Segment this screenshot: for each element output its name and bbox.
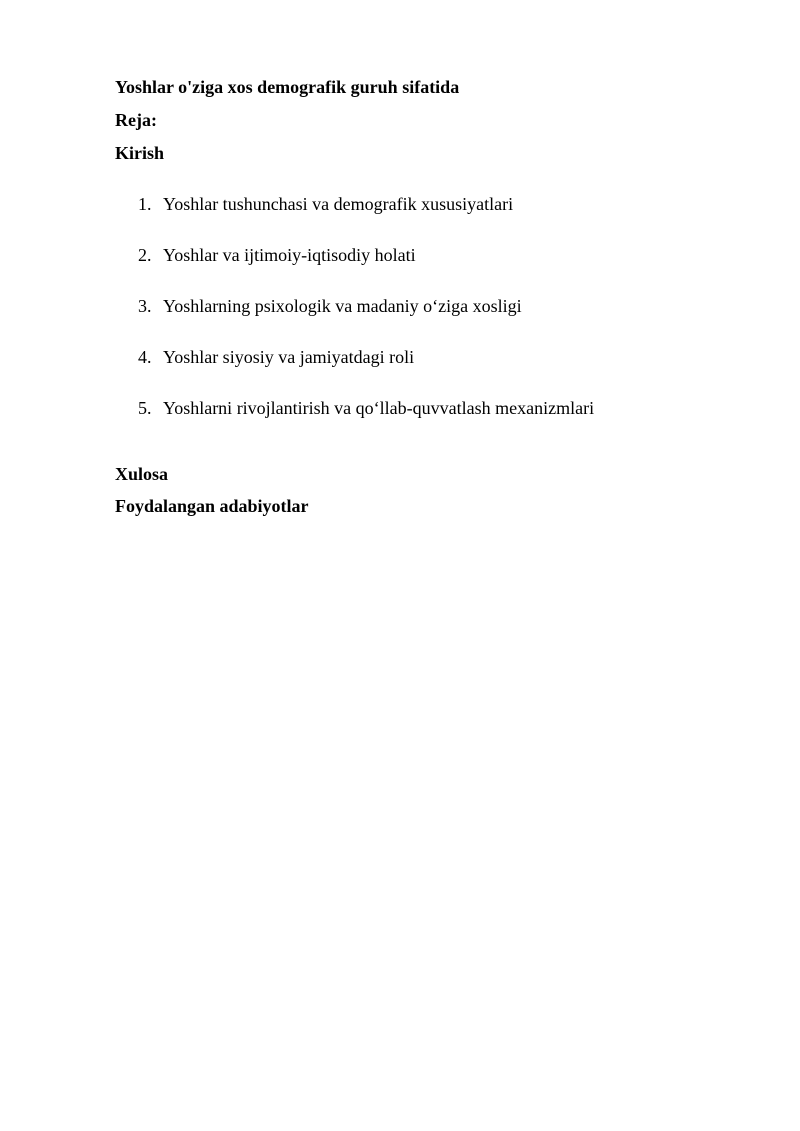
plan-item-text: Yoshlar siyosiy va jamiyatdagi roli: [163, 347, 415, 367]
plan-item-2: [138, 244, 416, 266]
plan-item-text: Yoshlar tushunchasi va demografik xususiyatlari: [163, 194, 514, 214]
conclusion-heading: Xulosa: [115, 464, 169, 484]
plan-item-text: Yoshlar va ijtimoiy-iqtisodiy holati: [163, 245, 416, 265]
intro-heading: Kirish: [115, 143, 165, 163]
plan-item-number: 1.: [138, 194, 152, 214]
plan-item-4: [138, 346, 414, 368]
plan-item-text: Yoshlarni rivojlantirish va qo‘llab-quvvatlash mexanizmlari: [163, 398, 595, 418]
plan-item-3: [138, 295, 522, 317]
plan-label: Reja:: [115, 110, 157, 130]
references-heading: Foydalangan adabiyotlar: [115, 496, 309, 516]
plan-item-1: [138, 193, 513, 215]
plan-item-number: 5.: [138, 398, 152, 418]
plan-item-number: 2.: [138, 245, 152, 265]
plan-item-text: Yoshlarning psixologik va madaniy o‘ziga xosligi: [163, 296, 522, 316]
plan-item-number: 3.: [138, 296, 152, 316]
plan-item-5: [138, 397, 594, 419]
document-title: Yoshlar o'ziga xos demografik guruh sifatida: [115, 77, 460, 97]
plan-item-number: 4.: [138, 347, 152, 367]
